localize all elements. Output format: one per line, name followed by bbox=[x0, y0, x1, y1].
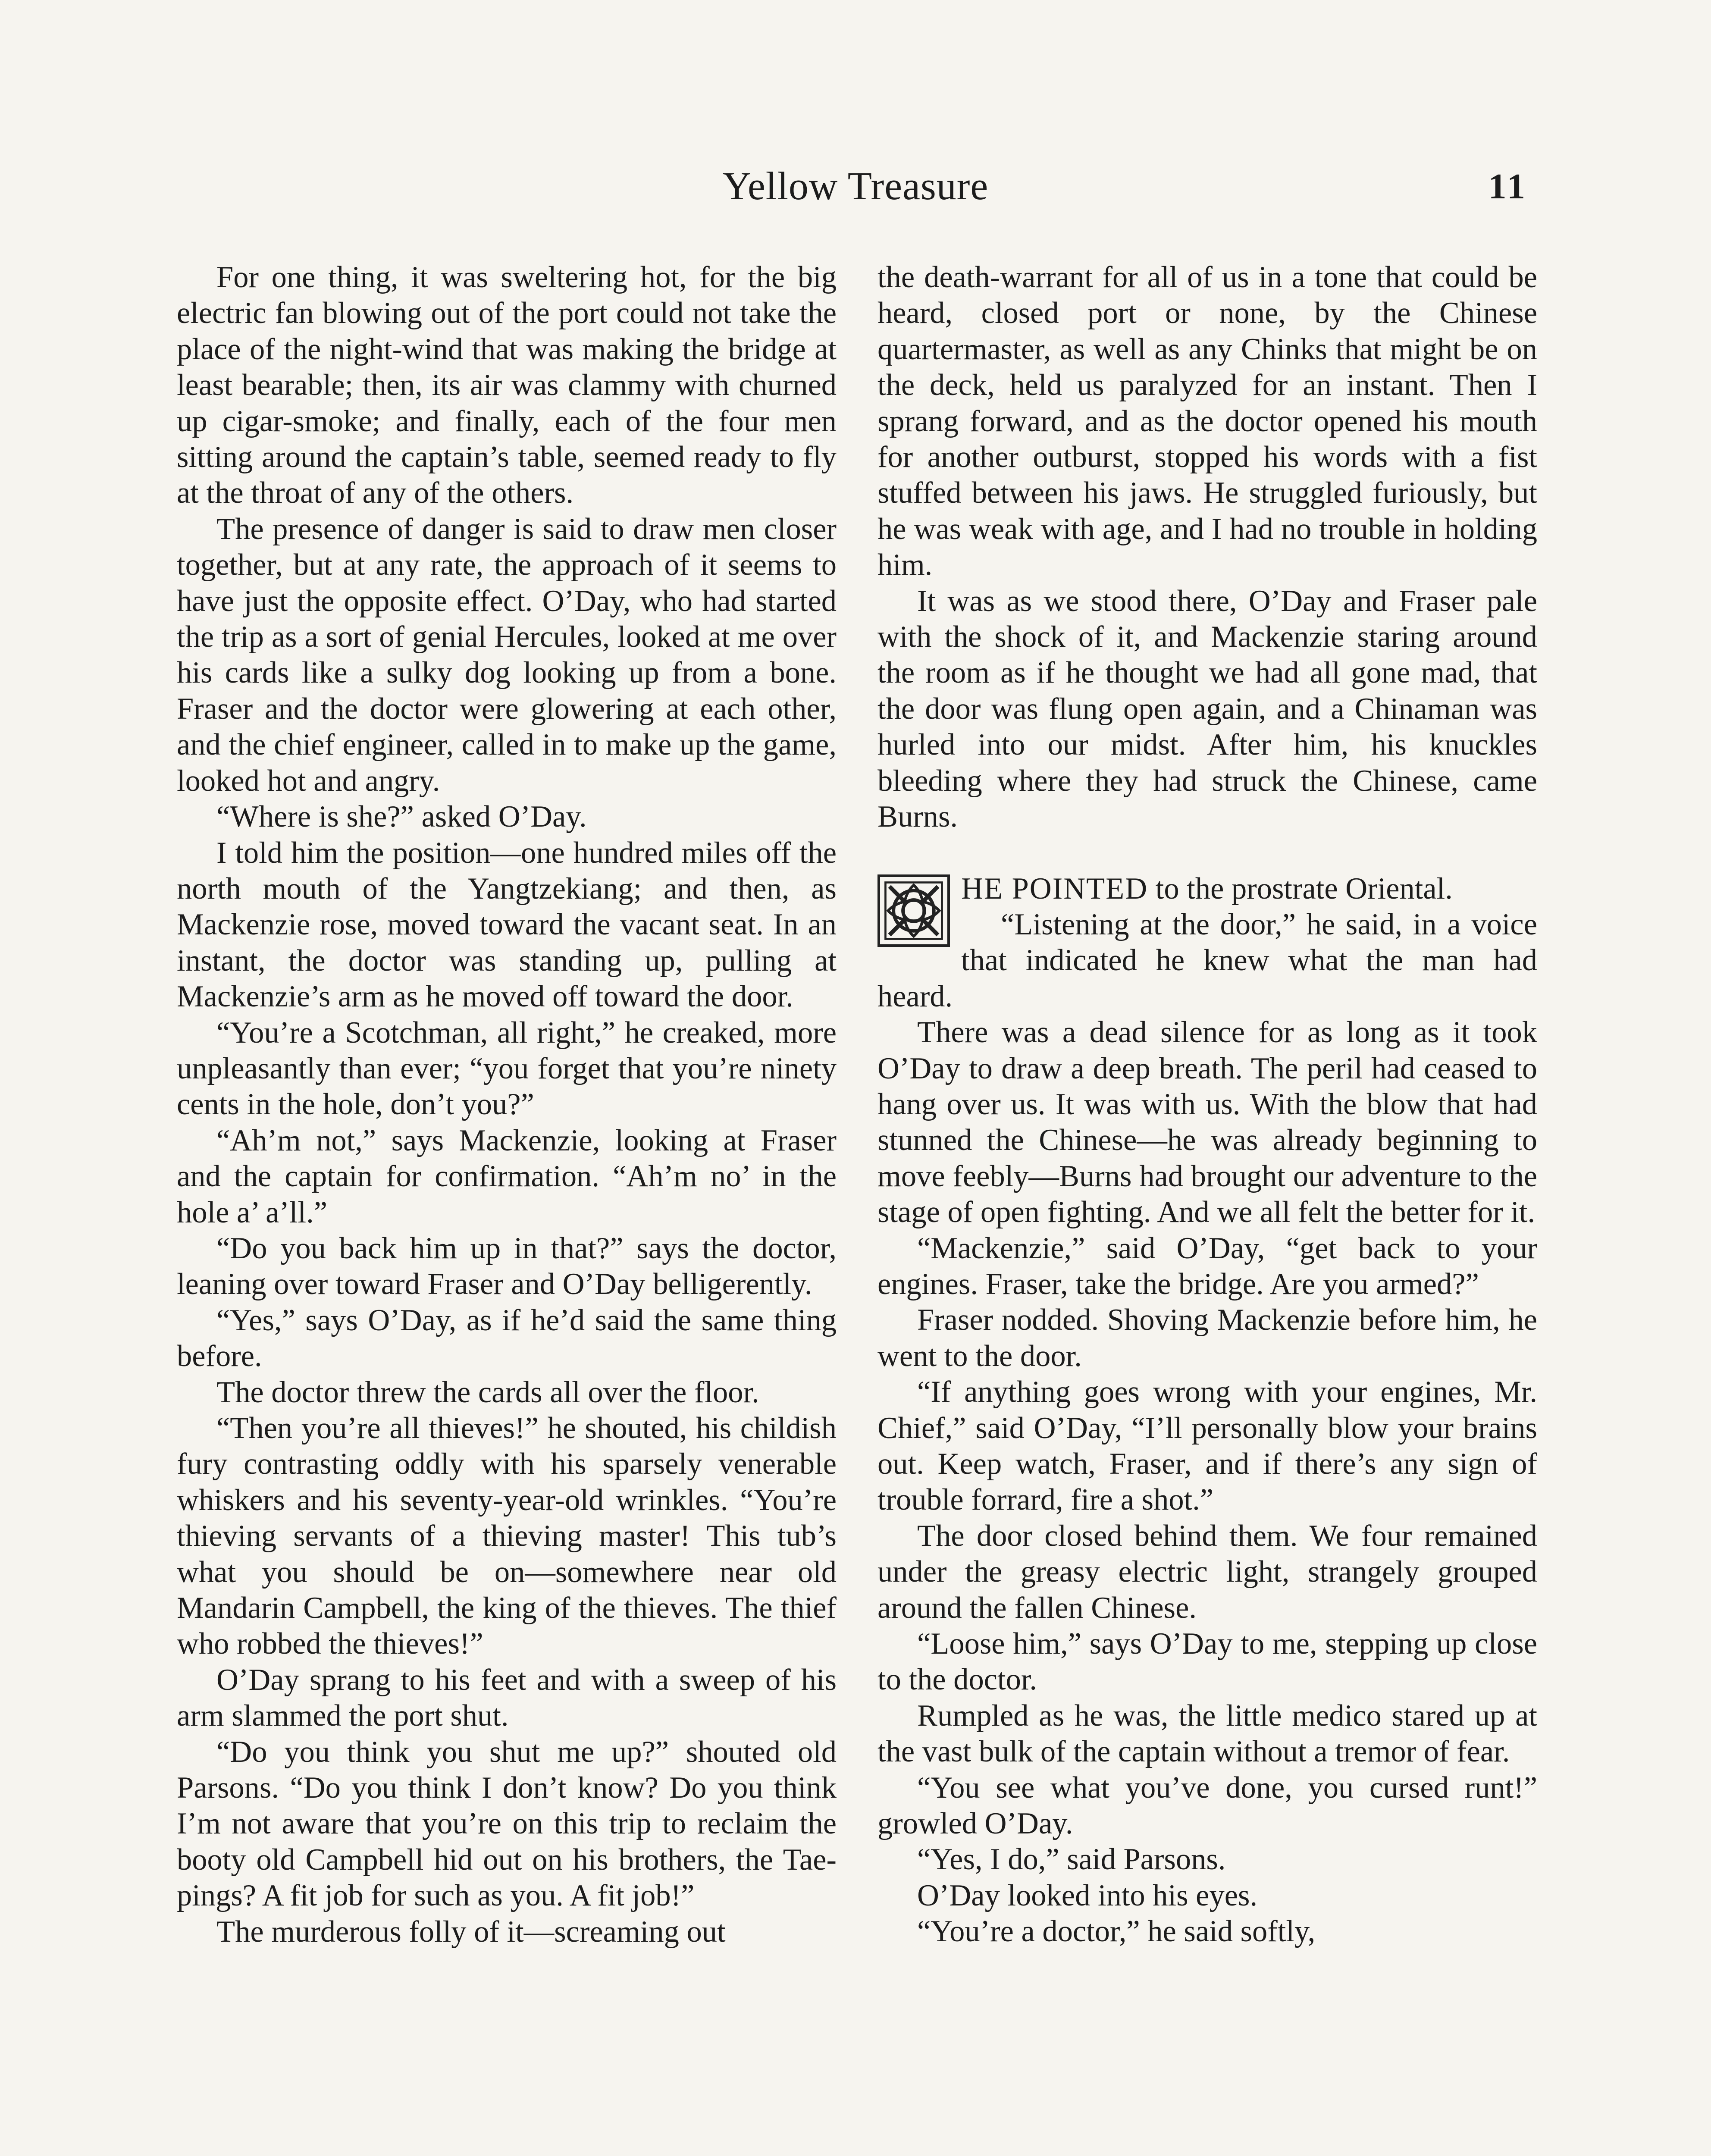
paragraph: There was a dead silence for as long as it took O’Day to draw a deep breath. The peril had ceased to hang over us. It was with us. With the blow that had stunned the Chinese—he was already beginning to move feebly—Burns had brought our adventure to the stage of open fighting. And we all felt the better for it. bbox=[877, 1015, 1537, 1229]
paragraph: “You see what you’ve done, you cursed runt!” growled O’Day. bbox=[877, 1771, 1537, 1841]
celtic-knot-icon bbox=[880, 877, 947, 944]
knot-ornament-icon bbox=[877, 874, 950, 947]
paragraph: the death-warrant for all of us in a tone that could be heard, closed port or none, by the Chinese quartermaster, as well as any Chinks that might be on the deck, held us paralyzed for an instant. Then I sprang forward, and as the doctor opened his mouth for another outburst, stopped his words with a fist stuffed between his jaws. He struggled furiously, but he was weak with age, and I had no trouble in holding him. bbox=[877, 260, 1537, 582]
section-break bbox=[877, 835, 1537, 871]
section-opening-text: to the prostrate Oriental. bbox=[1148, 871, 1453, 906]
paragraph: O’Day sprang to his feet and with a sweep of his arm slammed the port shut. bbox=[177, 1663, 837, 1733]
section-opening bbox=[877, 871, 1537, 907]
paragraph: “Mackenzie,” said O’Day, “get back to your engines. Fraser, take the bridge. Are you armed?” bbox=[877, 1231, 1537, 1301]
paragraph: For one thing, it was sweltering hot, for the big electric fan blowing out of the port could not take the place of the night-wind that was making the bridge at least bearable; then, its air was clammy with churned up cigar-smoke; and finally, each of the four men sitting around the captain’s table, seemed ready to fly at the throat of any of the others. bbox=[177, 260, 837, 510]
paragraph: It was as we stood there, O’Day and Fraser pale with the shock of it, and Mackenzie staring around the room as if he thought we had all gone mad, that the door was flung open again, and a Chinaman was hurled into our midst. After him, his knuckles bleeding where they had struck the Chinese, came Burns. bbox=[877, 584, 1537, 834]
paragraph: “Ah’m not,” says Mackenzie, looking at Fraser and the captain for confirmation. “Ah’m no’ in the hole a’ a’ll.” bbox=[177, 1123, 837, 1229]
right-column bbox=[877, 260, 1537, 1950]
paragraph: “Do you back him up in that?” says the doctor, leaning over toward Fraser and O’Day belligerently. bbox=[177, 1231, 837, 1301]
paragraph: I told him the position—one hundred miles off the north mouth of the Yangtzekiang; and then, as Mackenzie rose, moved toward the vacant seat. In an instant, the doctor was standing up, pulling at Mackenzie’s arm as he moved off toward the door. bbox=[177, 836, 837, 1014]
paragraph: O’Day looked into his eyes. bbox=[917, 1878, 1258, 1912]
paragraph: “Do you think you shut me up?” shouted old Parsons. “Do you think I don’t know? Do you think I’m not aware that you’re on this trip to reclaim the booty old Campbell hid out on his brothers, the Tae-pings? A fit job for such as you. A fit job!” bbox=[177, 1735, 837, 1913]
paragraph: Fraser nodded. Shoving Mackenzie before him, he went to the door. bbox=[877, 1303, 1537, 1373]
paragraph: “If anything goes wrong with your engines, Mr. Chief,” said O’Day, “I’ll personally blow your brains out. Keep watch, Fraser, and if there’s any sign of trouble forrard, fire a shot.” bbox=[877, 1375, 1537, 1517]
paragraph: “Loose him,” says O’Day to me, stepping up close to the doctor. bbox=[877, 1627, 1537, 1697]
paragraph: “You’re a Scotchman, all right,” he creaked, more unpleasantly than ever; “you forget that you’re ninety cents in the hole, don’t you?” bbox=[177, 1015, 837, 1122]
paragraph: The presence of danger is said to draw men closer together, but at any rate, the approach of it seems to have just the opposite effect. O’Day, who had started the trip as a sort of genial Hercules, looked at me over his cards like a sulky dog looking up from a bone. Fraser and the doctor were glowering at each other, and the chief engineer, called in to make up the game, looked hot and angry. bbox=[177, 512, 837, 798]
paragraph: “Yes, I do,” said Parsons. bbox=[917, 1843, 1226, 1877]
left-column bbox=[177, 260, 837, 1950]
paragraph: Rumpled as he was, the little medico stared up at the vast bulk of the captain without a tremor of fear. bbox=[877, 1698, 1537, 1769]
paragraph: The door closed behind them. We four remained under the greasy electric light, strangely grouped around the fallen Chinese. bbox=[877, 1519, 1537, 1625]
section-opening-smallcaps: HE POINTED bbox=[961, 871, 1148, 906]
paragraph: “You’re a doctor,” he said softly, bbox=[917, 1915, 1316, 1949]
page-number: 11 bbox=[1488, 166, 1528, 207]
paragraph: “Yes,” says O’Day, as if he’d said the same thing before. bbox=[177, 1303, 837, 1373]
paragraph: “Listening at the door,” he said, in a voice that indicated he knew what the man had heard. bbox=[877, 907, 1537, 1013]
paragraph: “Then you’re all thieves!” he shouted, his childish fury contrasting oddly with his sparsely venerable whiskers and his seventy-year-old wrinkles. “You’re thieving servants of a thieving master! This tub’s what you should be on—somewhere near old Mandarin Campbell, the king of the thieves. The thief who robbed the thieves!” bbox=[177, 1411, 837, 1661]
paragraph: The murderous folly of it—screaming out bbox=[216, 1915, 726, 1949]
running-title: Yellow Treasure bbox=[722, 164, 989, 208]
paragraph: The doctor threw the cards all over the floor. bbox=[216, 1375, 759, 1409]
paragraph: “Where is she?” asked O’Day. bbox=[216, 800, 587, 834]
